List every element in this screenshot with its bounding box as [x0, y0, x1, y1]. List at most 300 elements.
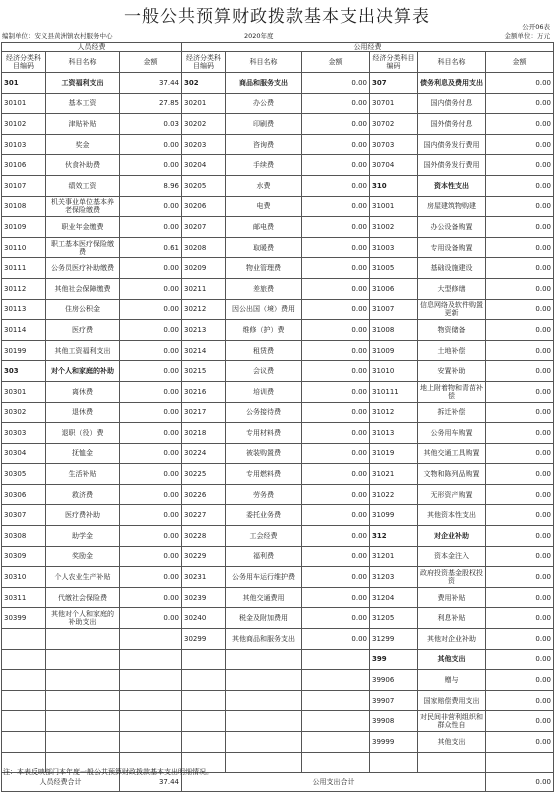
cell-name: 专用设备购置	[418, 237, 486, 258]
cell-amount: 0.00	[120, 505, 182, 526]
table-row	[2, 526, 554, 547]
cell-code: 30303	[2, 423, 46, 444]
cell-name: 其他交通工具购置	[418, 443, 486, 464]
cell-name	[226, 649, 302, 670]
cell-code: 31299	[370, 629, 418, 650]
fiscal-year: 2020年度	[244, 32, 274, 40]
cell-code: 30309	[2, 546, 46, 567]
cell-amount: 0.00	[302, 114, 370, 135]
cell-name: 其他支出	[418, 732, 486, 753]
cell-name: 退职（役）费	[46, 423, 120, 444]
cell-name: 伙食补助费	[46, 155, 120, 176]
cell-code: 399	[370, 649, 418, 670]
cell-code: 30215	[182, 361, 226, 382]
cell-name: 专用燃料费	[226, 464, 302, 485]
cell-code: 39999	[370, 732, 418, 753]
cell-code: 30311	[2, 587, 46, 608]
cell-code: 30307	[2, 505, 46, 526]
cell-amount: 0.00	[120, 402, 182, 423]
cell-name: 水费	[226, 175, 302, 196]
cell-code: 31022	[370, 484, 418, 505]
col-amount: 金额	[302, 52, 370, 73]
cell-name: 被装购置费	[226, 443, 302, 464]
col-amount: 金额	[486, 52, 554, 73]
cell-code: 30101	[2, 93, 46, 114]
cell-code: 31019	[370, 443, 418, 464]
cell-name: 国内债务付息	[418, 93, 486, 114]
cell-code: 39906	[370, 670, 418, 691]
table-row	[2, 711, 554, 732]
cell-amount: 0.00	[120, 258, 182, 279]
cell-code: 30209	[182, 258, 226, 279]
table-row	[2, 423, 554, 444]
cell-amount: 0.00	[302, 484, 370, 505]
cell-amount: 0.00	[486, 175, 554, 196]
cell-name: 奖励金	[46, 546, 120, 567]
cell-name	[226, 670, 302, 691]
table-row	[2, 278, 554, 299]
cell-amount: 0.00	[486, 464, 554, 485]
cell-amount: 0.00	[486, 526, 554, 547]
cell-name: 物资储备	[418, 320, 486, 341]
cell-name: 离休费	[46, 381, 120, 402]
cell-amount: 0.00	[486, 402, 554, 423]
cell-amount	[302, 649, 370, 670]
cell-name	[226, 690, 302, 711]
personnel-header: 人员经费	[2, 43, 182, 52]
cell-amount: 0.00	[302, 155, 370, 176]
table-row	[2, 587, 554, 608]
cell-amount: 0.00	[486, 381, 554, 402]
cell-amount: 0.00	[486, 73, 554, 94]
cell-name: 公务用车运行维护费	[226, 567, 302, 588]
cell-amount: 0.00	[486, 443, 554, 464]
cell-name: 公务用车购置	[418, 423, 486, 444]
cell-code: 39908	[370, 711, 418, 732]
cell-amount: 0.00	[120, 278, 182, 299]
cell-amount	[302, 711, 370, 732]
cell-code: 30207	[182, 217, 226, 238]
cell-name: 土地补偿	[418, 340, 486, 361]
table-row	[2, 73, 554, 94]
cell-code: 30231	[182, 567, 226, 588]
table-row	[2, 175, 554, 196]
cell-amount	[302, 732, 370, 753]
cell-amount: 0.00	[120, 196, 182, 217]
cell-amount: 0.00	[486, 608, 554, 629]
cell-amount: 0.03	[120, 114, 182, 135]
cell-name: 资本金注入	[418, 546, 486, 567]
cell-amount: 0.00	[486, 711, 554, 732]
cell-amount: 0.00	[302, 381, 370, 402]
cell-amount	[120, 629, 182, 650]
cell-code: 30226	[182, 484, 226, 505]
cell-code: 30240	[182, 608, 226, 629]
cell-code: 30113	[2, 299, 46, 320]
cell-code: 30704	[370, 155, 418, 176]
cell-name: 救济费	[46, 484, 120, 505]
cell-code: 30111	[2, 258, 46, 279]
cell-code: 30212	[182, 299, 226, 320]
cell-code: 30214	[182, 340, 226, 361]
cell-amount: 0.00	[486, 505, 554, 526]
cell-amount	[120, 711, 182, 732]
cell-name: 商品和服务支出	[226, 73, 302, 94]
cell-name: 工会经费	[226, 526, 302, 547]
cell-name: 其他工资福利支出	[46, 340, 120, 361]
cell-name: 退休费	[46, 402, 120, 423]
cell-name: 其他资本性支出	[418, 505, 486, 526]
cell-name	[46, 711, 120, 732]
cell-code: 31008	[370, 320, 418, 341]
cell-amount: 0.00	[486, 320, 554, 341]
cell-code: 30107	[2, 175, 46, 196]
cell-name	[226, 752, 302, 773]
cell-name: 手续费	[226, 155, 302, 176]
table-row	[2, 155, 554, 176]
cell-code: 30205	[182, 175, 226, 196]
cell-name: 房屋建筑物购建	[418, 196, 486, 217]
cell-code	[182, 711, 226, 732]
cell-name: 电费	[226, 196, 302, 217]
cell-code: 30701	[370, 93, 418, 114]
cell-code	[182, 690, 226, 711]
cell-code: 30308	[2, 526, 46, 547]
cell-name: 对民间非营利组织和群众性自	[418, 711, 486, 732]
personnel-total-label: 人员经费合计	[2, 773, 120, 792]
cell-code: 31001	[370, 196, 418, 217]
cell-code: 30106	[2, 155, 46, 176]
cell-amount: 0.00	[302, 402, 370, 423]
cell-code: 30102	[2, 114, 46, 135]
cell-name	[418, 752, 486, 773]
cell-amount: 0.00	[120, 381, 182, 402]
cell-amount: 0.00	[302, 340, 370, 361]
cell-code: 301	[2, 73, 46, 94]
cell-name: 税金及附加费用	[226, 608, 302, 629]
cell-code: 30304	[2, 443, 46, 464]
cell-amount: 0.00	[120, 217, 182, 238]
cell-amount: 0.00	[120, 423, 182, 444]
public-total-label: 公用支出合计	[182, 773, 486, 792]
cell-name: 国外债务发行费用	[418, 155, 486, 176]
cell-name: 因公出国（境）费用	[226, 299, 302, 320]
cell-name: 津贴补贴	[46, 114, 120, 135]
cell-name: 国家赔偿费用支出	[418, 690, 486, 711]
table-row	[2, 237, 554, 258]
cell-code: 30211	[182, 278, 226, 299]
cell-code: 31005	[370, 258, 418, 279]
cell-name: 费用补贴	[418, 587, 486, 608]
cell-name: 奖金	[46, 134, 120, 155]
cell-name	[226, 711, 302, 732]
cell-name: 公务接待费	[226, 402, 302, 423]
cell-amount: 0.00	[302, 443, 370, 464]
table-row	[2, 690, 554, 711]
cell-amount: 0.00	[486, 93, 554, 114]
cell-code	[2, 670, 46, 691]
cell-name: 差旅费	[226, 278, 302, 299]
report-title: 一般公共预算财政拨款基本支出决算表	[124, 7, 430, 27]
cell-name: 基础设施建设	[418, 258, 486, 279]
col-amount: 金额	[120, 52, 182, 73]
cell-amount: 0.00	[486, 423, 554, 444]
table-row	[2, 93, 554, 114]
cell-amount: 0.00	[302, 464, 370, 485]
cell-code: 31203	[370, 567, 418, 588]
cell-name: 对个人和家庭的补助	[46, 361, 120, 382]
cell-code	[2, 629, 46, 650]
cell-amount: 0.00	[486, 649, 554, 670]
cell-name: 拆迁补偿	[418, 402, 486, 423]
col-name: 科目名称	[418, 52, 486, 73]
table-row	[2, 567, 554, 588]
cell-name: 维修（护）费	[226, 320, 302, 341]
cell-amount: 0.00	[486, 361, 554, 382]
cell-name: 其他交通费用	[226, 587, 302, 608]
cell-amount: 0.00	[486, 155, 554, 176]
table-row	[2, 484, 554, 505]
cell-code: 30227	[182, 505, 226, 526]
cell-name: 其他对个人和家庭的补助支出	[46, 608, 120, 629]
table-row	[2, 258, 554, 279]
cell-code: 31002	[370, 217, 418, 238]
cell-amount: 0.00	[120, 484, 182, 505]
cell-amount: 0.00	[302, 217, 370, 238]
cell-name: 医疗费	[46, 320, 120, 341]
header-group-row	[2, 43, 554, 52]
cell-name: 办公设备购置	[418, 217, 486, 238]
cell-code	[182, 732, 226, 753]
cell-name: 政府投资基金股权投资	[418, 567, 486, 588]
cell-amount: 0.00	[302, 526, 370, 547]
cell-amount: 0.00	[302, 73, 370, 94]
cell-name: 医疗费补助	[46, 505, 120, 526]
cell-code: 31003	[370, 237, 418, 258]
table-row	[2, 505, 554, 526]
table-row	[2, 732, 554, 753]
cell-amount: 0.00	[486, 670, 554, 691]
cell-amount: 0.00	[120, 526, 182, 547]
cell-code: 31021	[370, 464, 418, 485]
cell-amount: 0.00	[302, 299, 370, 320]
cell-code: 30199	[2, 340, 46, 361]
cell-name	[46, 690, 120, 711]
cell-amount: 0.00	[302, 505, 370, 526]
cell-name: 绩效工资	[46, 175, 120, 196]
cell-code	[182, 670, 226, 691]
cell-name: 对企业补助	[418, 526, 486, 547]
cell-name: 物业管理费	[226, 258, 302, 279]
public-header: 公用经费	[182, 43, 554, 52]
col-name: 科目名称	[226, 52, 302, 73]
cell-name: 公务员医疗补助缴费	[46, 258, 120, 279]
expenditure-table	[1, 42, 554, 792]
cell-amount: 0.00	[486, 690, 554, 711]
cell-name: 邮电费	[226, 217, 302, 238]
cell-name: 个人农业生产补贴	[46, 567, 120, 588]
cell-code: 30103	[2, 134, 46, 155]
cell-name: 赠与	[418, 670, 486, 691]
table-row	[2, 299, 554, 320]
cell-code: 30203	[182, 134, 226, 155]
cell-code: 30218	[182, 423, 226, 444]
cell-amount	[120, 732, 182, 753]
cell-code: 30305	[2, 464, 46, 485]
cell-code: 30229	[182, 546, 226, 567]
cell-name: 其他对企业补助	[418, 629, 486, 650]
cell-amount: 0.00	[302, 608, 370, 629]
money-unit: 金额单位：万元	[504, 32, 550, 40]
cell-name: 债务利息及费用支出	[418, 73, 486, 94]
cell-amount: 0.00	[486, 629, 554, 650]
cell-amount	[120, 690, 182, 711]
cell-amount: 0.00	[302, 320, 370, 341]
cell-amount: 0.00	[120, 320, 182, 341]
cell-code: 39907	[370, 690, 418, 711]
cell-amount: 0.00	[302, 361, 370, 382]
cell-amount: 0.00	[302, 196, 370, 217]
table-row	[2, 546, 554, 567]
public-total-value: 0.00	[486, 773, 554, 792]
cell-code: 31010	[370, 361, 418, 382]
cell-amount: 0.00	[486, 587, 554, 608]
cell-code: 30399	[2, 608, 46, 629]
cell-name: 利息补贴	[418, 608, 486, 629]
cell-code	[2, 732, 46, 753]
cell-code: 307	[370, 73, 418, 94]
col-name: 科目名称	[46, 52, 120, 73]
cell-amount: 0.00	[302, 258, 370, 279]
cell-amount: 0.00	[120, 340, 182, 361]
table-row	[2, 670, 554, 691]
cell-code: 30302	[2, 402, 46, 423]
cell-amount: 0.00	[302, 587, 370, 608]
cell-code: 30310	[2, 567, 46, 588]
cell-amount: 0.00	[486, 278, 554, 299]
cell-code: 30216	[182, 381, 226, 402]
cell-code: 30213	[182, 320, 226, 341]
cell-name: 生活补贴	[46, 464, 120, 485]
cell-name: 租赁费	[226, 340, 302, 361]
table-row	[2, 649, 554, 670]
table-row	[2, 608, 554, 629]
cell-name: 安置补助	[418, 361, 486, 382]
table-row	[2, 361, 554, 382]
cell-amount: 0.00	[120, 608, 182, 629]
cell-name: 其他商品和服务支出	[226, 629, 302, 650]
cell-code: 30208	[182, 237, 226, 258]
cell-amount: 0.00	[302, 93, 370, 114]
cell-code: 312	[370, 526, 418, 547]
cell-name: 会议费	[226, 361, 302, 382]
cell-name: 职业年金缴费	[46, 217, 120, 238]
cell-name: 其他社会保障缴费	[46, 278, 120, 299]
cell-name	[226, 732, 302, 753]
cell-code: 31013	[370, 423, 418, 444]
cell-amount: 0.61	[120, 237, 182, 258]
cell-amount: 0.00	[302, 175, 370, 196]
cell-name: 基本工资	[46, 93, 120, 114]
cell-name: 职工基本医疗保险缴费	[46, 237, 120, 258]
cell-code: 31099	[370, 505, 418, 526]
cell-code: 31012	[370, 402, 418, 423]
cell-code: 310111	[370, 381, 418, 402]
cell-amount: 0.00	[486, 237, 554, 258]
cell-code: 30306	[2, 484, 46, 505]
header-column-row	[2, 52, 554, 73]
table-row	[2, 402, 554, 423]
cell-name	[46, 732, 120, 753]
cell-name: 信息网络及软件购置更新	[418, 299, 486, 320]
cell-code: 30224	[182, 443, 226, 464]
cell-name	[46, 670, 120, 691]
cell-name: 文物和陈列品购置	[418, 464, 486, 485]
cell-amount: 0.00	[486, 546, 554, 567]
cell-code: 31204	[370, 587, 418, 608]
cell-amount: 0.00	[120, 299, 182, 320]
cell-amount	[120, 649, 182, 670]
cell-name: 资本性支出	[418, 175, 486, 196]
cell-code: 30217	[182, 402, 226, 423]
cell-name: 助学金	[46, 526, 120, 547]
cell-amount: 0.00	[486, 484, 554, 505]
cell-name: 培训费	[226, 381, 302, 402]
cell-amount: 0.00	[486, 567, 554, 588]
cell-code	[370, 752, 418, 773]
cell-code: 30108	[2, 196, 46, 217]
cell-amount: 0.00	[486, 258, 554, 279]
cell-code: 30114	[2, 320, 46, 341]
cell-name: 咨询费	[226, 134, 302, 155]
cell-name: 委托业务费	[226, 505, 302, 526]
cell-code: 30702	[370, 114, 418, 135]
cell-code	[2, 690, 46, 711]
cell-code	[2, 649, 46, 670]
cell-code: 303	[2, 361, 46, 382]
cell-amount: 0.00	[486, 134, 554, 155]
cell-code: 302	[182, 73, 226, 94]
col-code: 经济分类科目编码	[2, 52, 46, 73]
cell-name: 劳务费	[226, 484, 302, 505]
cell-code: 31007	[370, 299, 418, 320]
personnel-total-value: 37.44	[120, 773, 182, 792]
cell-code: 30109	[2, 217, 46, 238]
cell-code: 30228	[182, 526, 226, 547]
cell-name: 工资福利支出	[46, 73, 120, 94]
footnote: 注：本表反映部门本年度一般公共预算财政拨款基本支出明细情况。	[3, 768, 213, 776]
cell-name	[46, 629, 120, 650]
cell-code: 31201	[370, 546, 418, 567]
cell-name: 抚恤金	[46, 443, 120, 464]
cell-amount	[120, 670, 182, 691]
cell-code: 31205	[370, 608, 418, 629]
cell-amount	[302, 752, 370, 773]
cell-name: 其他支出	[418, 649, 486, 670]
cell-name: 机关事业单位基本养老保险缴费	[46, 196, 120, 217]
cell-amount: 0.00	[120, 155, 182, 176]
cell-name: 国外债务付息	[418, 114, 486, 135]
cell-amount: 0.00	[120, 464, 182, 485]
cell-name: 无形资产购置	[418, 484, 486, 505]
cell-code: 30703	[370, 134, 418, 155]
cell-amount: 0.00	[120, 443, 182, 464]
cell-code: 30239	[182, 587, 226, 608]
cell-code	[182, 649, 226, 670]
cell-amount: 0.00	[302, 237, 370, 258]
cell-amount: 0.00	[486, 114, 554, 135]
cell-code: 30110	[2, 237, 46, 258]
